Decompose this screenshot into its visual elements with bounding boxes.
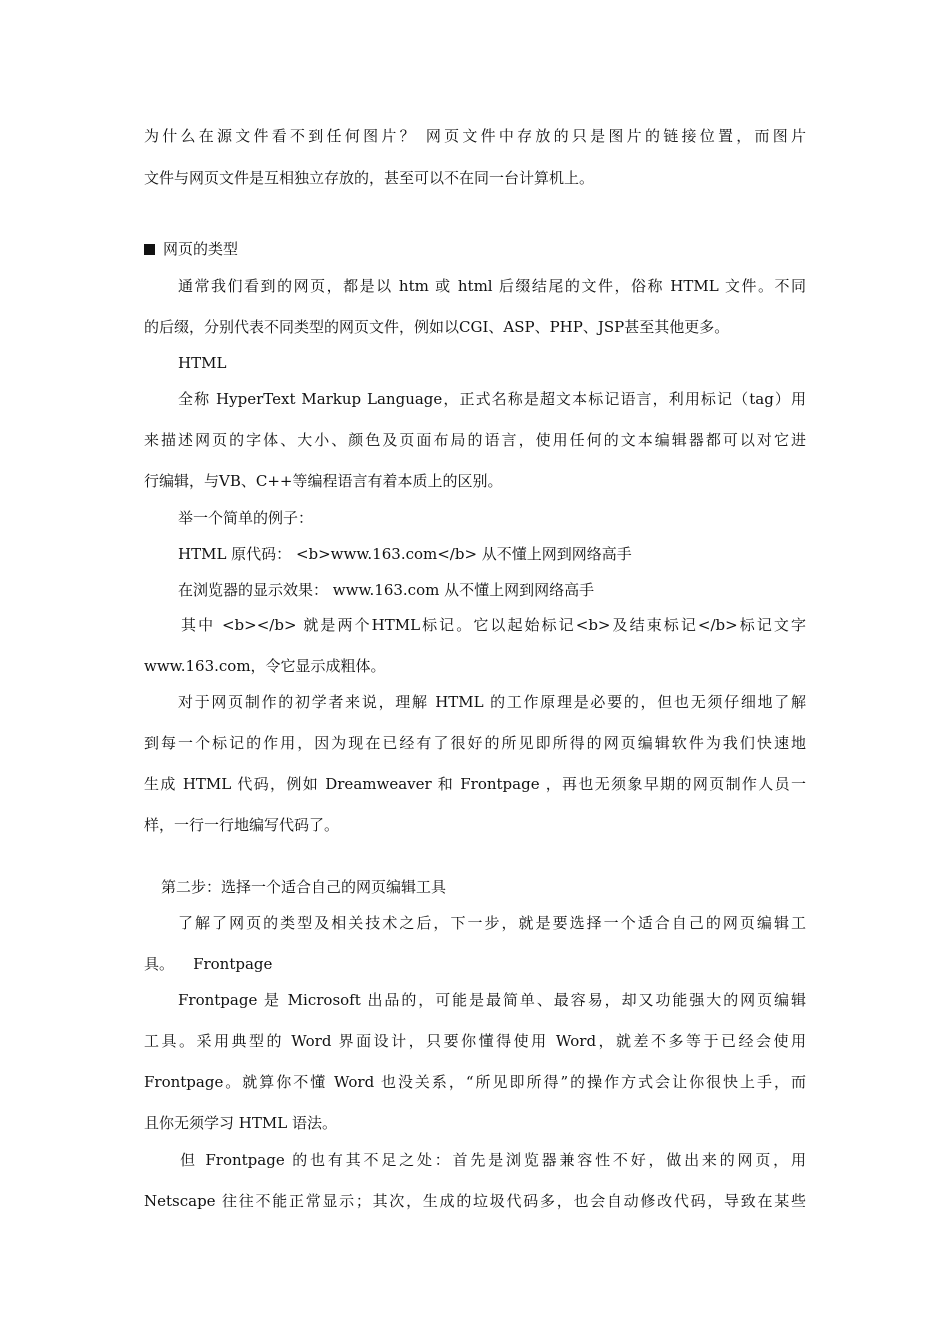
paragraph-line: 到每一个标记的作用，因为现在已经有了很好的所见即所得的网页编辑软件为我们快速地	[144, 734, 806, 752]
term-label: HTML	[178, 354, 227, 372]
paragraph-line: 举一个简单的例子：	[178, 509, 314, 527]
paragraph-line: 其中 <b></b> 就是两个HTML标记。它以起始标记<b>及结束标记</b>标记文字	[181, 616, 806, 634]
section-heading	[144, 239, 238, 259]
paragraph-line: Frontpage。就算你不懂 Word 也没关系，“所见即所得”的操作方式会让你很快上手，而	[144, 1073, 806, 1091]
paragraph-line: 对于网页制作的初学者来说，理解 HTML 的工作原理是必要的，但也无须仔细地了解	[178, 693, 806, 711]
paragraph-line: 工具。采用典型的 Word 界面设计，只要你懂得使用 Word，就差不多等于已经会使用	[144, 1032, 806, 1050]
paragraph-line: 为什么在源文件看不到任何图片？ 网页文件中存放的只是图片的链接位置，而图片	[144, 127, 806, 145]
paragraph-line: Netscape 往往不能正常显示；其次，生成的垃圾代码多，也会自动修改代码，导致在某些	[144, 1192, 806, 1210]
paragraph-line: 具。 Frontpage	[144, 955, 273, 973]
paragraph-line: 且你无须学习 HTML 语法。	[144, 1114, 337, 1132]
paragraph-line: 样，一行一行地编写代码了。	[144, 816, 340, 834]
section-heading-text: 网页的类型	[163, 240, 239, 258]
paragraph-line: 的后缀，分别代表不同类型的网页文件，例如以CGI、ASP、PHP、JSP甚至其他更多。	[144, 318, 730, 336]
paragraph-line: 生成 HTML 代码，例如 Dreamweaver 和 Frontpage ，再也无须象早期的网页制作人员一	[144, 775, 806, 793]
paragraph-line: Frontpage 是 Microsoft 出品的，可能是最简单、最容易，却又功能强大的网页编辑	[178, 991, 806, 1009]
paragraph-line: 了解了网页的类型及相关技术之后，下一步，就是要选择一个适合自己的网页编辑工	[178, 914, 806, 932]
paragraph-line: 文件与网页文件是互相独立存放的，甚至可以不在同一台计算机上。	[144, 169, 595, 187]
paragraph-line: 全称 HyperText Markup Language，正式名称是超文本标记语言，利用标记（tag）用	[178, 390, 806, 408]
paragraph-line: 来描述网页的字体、大小、颜色及页面布局的语言，使用任何的文本编辑器都可以对它进	[144, 431, 806, 449]
paragraph-line: 通常我们看到的网页，都是以 htm 或 html 后缀结尾的文件，俗称 HTML 文件。不同	[178, 277, 806, 295]
code-example-line: HTML 原代码： <b>www.163.com</b> 从不懂上网到网络高手	[178, 545, 632, 563]
display-example-line: 在浏览器的显示效果： www.163.com 从不懂上网到网络高手	[178, 581, 595, 599]
paragraph-line: 行编辑，与VB、C++等编程语言有着本质上的区别。	[144, 472, 503, 490]
paragraph-line: www.163.com，令它显示成粗体。	[144, 657, 386, 675]
step-heading: 第二步：选择一个适合自己的网页编辑工具	[161, 878, 447, 896]
square-bullet-icon	[144, 244, 155, 255]
paragraph-line: 但 Frontpage 的也有其不足之处：首先是浏览器兼容性不好，做出来的网页，用	[180, 1151, 806, 1169]
